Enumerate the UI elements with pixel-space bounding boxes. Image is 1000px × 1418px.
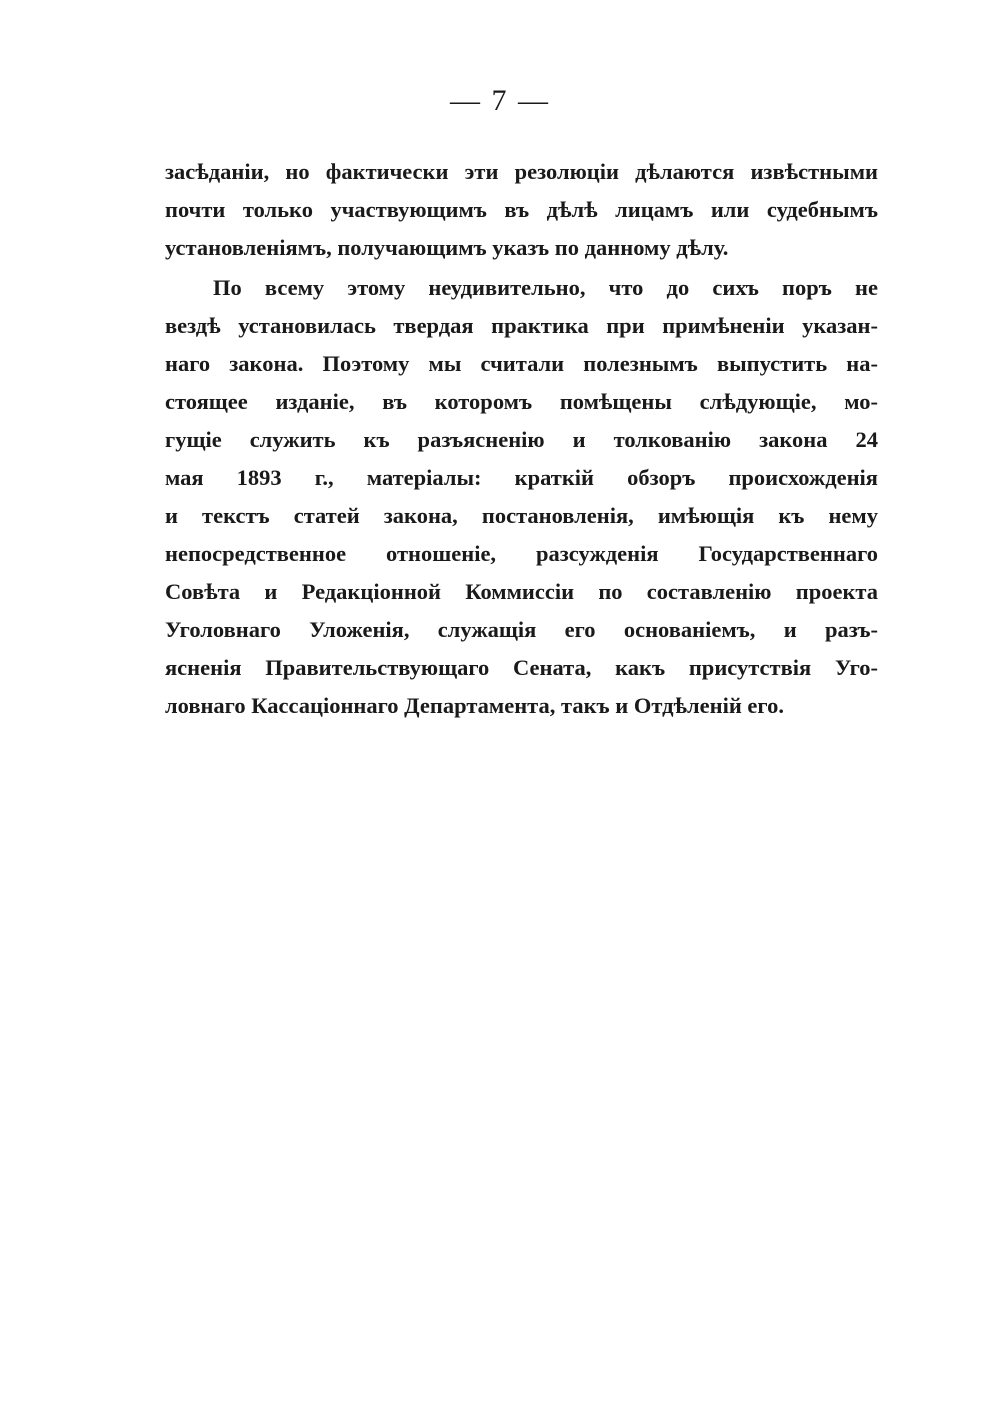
text-line: По всему этому неудивительно, что до сихъ поръ не	[213, 275, 878, 300]
paragraph-2	[165, 269, 878, 725]
page-number: — 7 —	[450, 84, 550, 117]
text-line: ясненія Правительствующаго Сената, какъ присутствія Уго-	[165, 655, 878, 680]
text-line: установленіямъ, получающимъ указъ по данному дѣлу.	[165, 235, 729, 260]
text-line: почти только участвующимъ въ дѣлѣ лицамъ или судебнымъ	[165, 197, 878, 222]
text-line: мая 1893 г., матеріалы: краткій обзоръ происхожденія	[165, 465, 878, 490]
text-line: гущіе служить къ разъясненію и толкованію закона 24	[165, 427, 878, 452]
text-line: стоящее изданіе, въ которомъ помѣщены слѣдующіе, мо-	[165, 389, 878, 414]
text-line: Совѣта и Редакціонной Коммиссіи по составленію проекта	[165, 579, 878, 604]
text-line: засѣданіи, но фактически эти резолюціи дѣлаются извѣстными	[165, 159, 878, 184]
text-line: наго закона. Поэтому мы считали полезнымъ выпустить на-	[165, 351, 878, 376]
text-line: вездѣ установилась твердая практика при примѣненіи указан-	[165, 313, 878, 338]
text-line: ловнаго Кассаціоннаго Департамента, такъ и Отдѣленій его.	[165, 693, 784, 718]
paragraph-1	[165, 153, 878, 267]
text-line: и текстъ статей закона, постановленія, имѣющія къ нему	[165, 503, 878, 528]
text-line: Уголовнаго Уложенія, служащія его основаніемъ, и разъ-	[165, 617, 878, 642]
text-line: непосредственное отношеніе, разсужденія Государственнаго	[165, 541, 878, 566]
body-text	[165, 153, 878, 725]
